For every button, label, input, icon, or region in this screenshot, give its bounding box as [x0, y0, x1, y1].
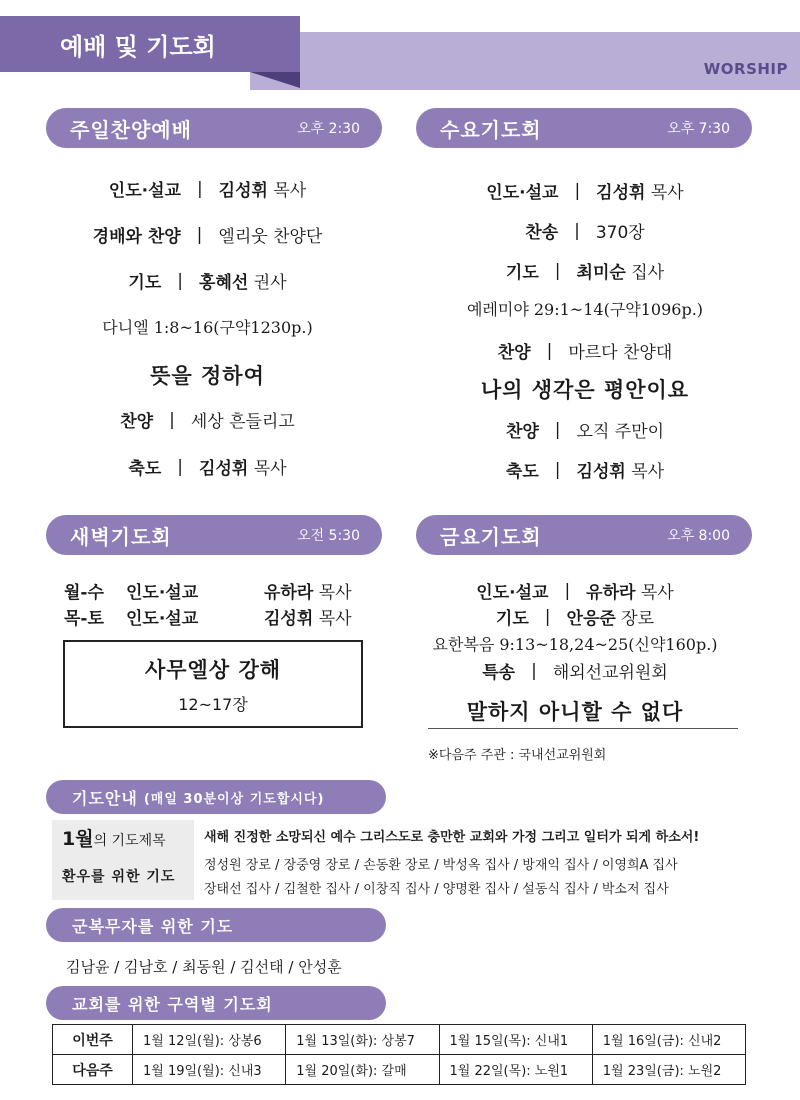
- sunday-hymn: 찬양 | 세상 흔들리고: [120, 409, 295, 432]
- sunday-scripture: 다니엘 1:8~16(구약1230p.): [102, 318, 313, 337]
- military-title: 군복무자를 위한 기도: [72, 916, 234, 936]
- dawn-row-1: 월-수 인도·설교 유하라 목사: [64, 583, 352, 603]
- friday-divider: [428, 728, 738, 729]
- prayer-main-text: 새해 진정한 소망되신 예수 그리스도로 충만한 교회와 가정 그리고 일터가 되게 하소서!: [204, 830, 700, 845]
- prayer-guide-title: 기도안내: [72, 788, 138, 808]
- sunday-prayer: 기도 | 홍혜선 권사: [128, 270, 287, 293]
- wednesday-praise: 찬양 | 오직 주만이: [505, 419, 665, 442]
- friday-scripture: 요한복음 9:13~18,24~25(신약160p.): [432, 635, 718, 654]
- wednesday-title: 수요기도회: [440, 117, 542, 142]
- friday-service-header: [416, 515, 752, 555]
- patients-line-1: 정성원 장로 / 장중영 장로 / 손동환 장로 / 박성옥 집사 / 방재익 집사 / 이영희A 집사: [204, 858, 678, 873]
- prayer-guide-subtitle: (매일 30분이상 기도합시다): [143, 791, 325, 807]
- wednesday-scripture: 예레미야 29:1~14(구약1096p.): [466, 300, 704, 319]
- dawn-series-range: 12~17장: [178, 695, 248, 714]
- prayer-month: 1월: [62, 828, 94, 850]
- wednesday-sermon: 나의 생각은 평안이요: [480, 378, 690, 402]
- military-header: [46, 908, 386, 942]
- table-cell: 1월 13일(화): 상봉7: [286, 1025, 439, 1055]
- wednesday-time: 오후 7:30: [667, 121, 730, 137]
- sunday-benediction: 축도 | 김성휘 목사: [128, 456, 287, 479]
- friday-sermon: 말하지 아니할 수 없다: [466, 700, 684, 724]
- wednesday-prayer: 기도 | 최미순 집사: [505, 260, 665, 283]
- table-row: [53, 1025, 746, 1055]
- header-english: WORSHIP: [703, 60, 788, 78]
- friday-prayer: 기도 | 안응준 장로: [495, 606, 655, 629]
- dawn-service-header: [46, 515, 382, 555]
- prayer-guide-header: [46, 780, 386, 814]
- row-label: 이번주: [53, 1025, 133, 1055]
- table-cell: 1월 22일(목): 노원1: [439, 1055, 592, 1085]
- row-label: 다음주: [53, 1055, 133, 1085]
- sunday-title: 주일찬양예배: [70, 117, 192, 142]
- table-cell: 1월 20일(화): 갈매: [286, 1055, 439, 1085]
- wednesday-leader: 인도·설교 | 김성휘 목사: [486, 180, 684, 203]
- dawn-title: 새벽기도회: [70, 524, 172, 549]
- dawn-time: 오전 5:30: [297, 528, 360, 544]
- wednesday-service-header: [416, 108, 752, 148]
- wednesday-benediction: 축도 | 김성휘 목사: [505, 459, 665, 482]
- sunday-sermon: 뜻을 정하여: [150, 364, 265, 388]
- table-cell: 1월 23일(금): 노원2: [592, 1055, 745, 1085]
- friday-leader: 인도·설교 | 유하라 목사: [476, 580, 674, 603]
- prayer-guide-label-box: [52, 820, 194, 900]
- military-names: 김남윤 / 김남호 / 최동원 / 김선태 / 안성훈: [66, 958, 342, 976]
- friday-title: 금요기도회: [440, 524, 542, 549]
- sunday-time: 오후 2:30: [297, 121, 360, 137]
- prayer-month-suffix: 의 기도제목: [93, 833, 166, 849]
- dawn-series-box: [63, 640, 363, 728]
- patient-prayer-label: 환우를 위한 기도: [62, 869, 176, 885]
- sunday-praise-team: 경배와 찬양 | 엘리웃 찬양단: [92, 224, 323, 247]
- friday-next-week-note: ※다음주 주관 : 국내선교위원회: [428, 748, 607, 763]
- wednesday-choir: 찬양 | 마르다 찬양대: [497, 340, 673, 363]
- table-row: [53, 1055, 746, 1085]
- wednesday-hymn: 찬송 | 370장: [525, 220, 645, 243]
- table-cell: 1월 16일(금): 신내2: [592, 1025, 745, 1055]
- table-cell: 1월 19일(월): 신내3: [133, 1055, 286, 1085]
- page-title: 예배 및 기도회: [0, 16, 300, 72]
- dawn-series-title: 사무엘상 강해: [144, 658, 282, 682]
- patients-line-2: 장태선 집사 / 김철한 집사 / 이창직 집사 / 양명환 집사 / 설동식 집사 / 박소저 집사: [204, 882, 669, 897]
- friday-time: 오후 8:00: [667, 528, 730, 544]
- table-cell: 1월 12일(월): 상봉6: [133, 1025, 286, 1055]
- district-header: [46, 986, 386, 1020]
- district-title: 교회를 위한 구역별 기도회: [72, 994, 273, 1014]
- table-cell: 1월 15일(목): 신내1: [439, 1025, 592, 1055]
- header-notch: [250, 72, 300, 88]
- sunday-service-header: [46, 108, 382, 148]
- sunday-leader: 인도·설교 | 김성휘 목사: [108, 178, 307, 201]
- dawn-row-2: 목-토 인도·설교 김성휘 목사: [64, 609, 352, 629]
- friday-special: 특송 | 해외선교위원회: [482, 660, 668, 683]
- district-schedule-table: [52, 1024, 746, 1085]
